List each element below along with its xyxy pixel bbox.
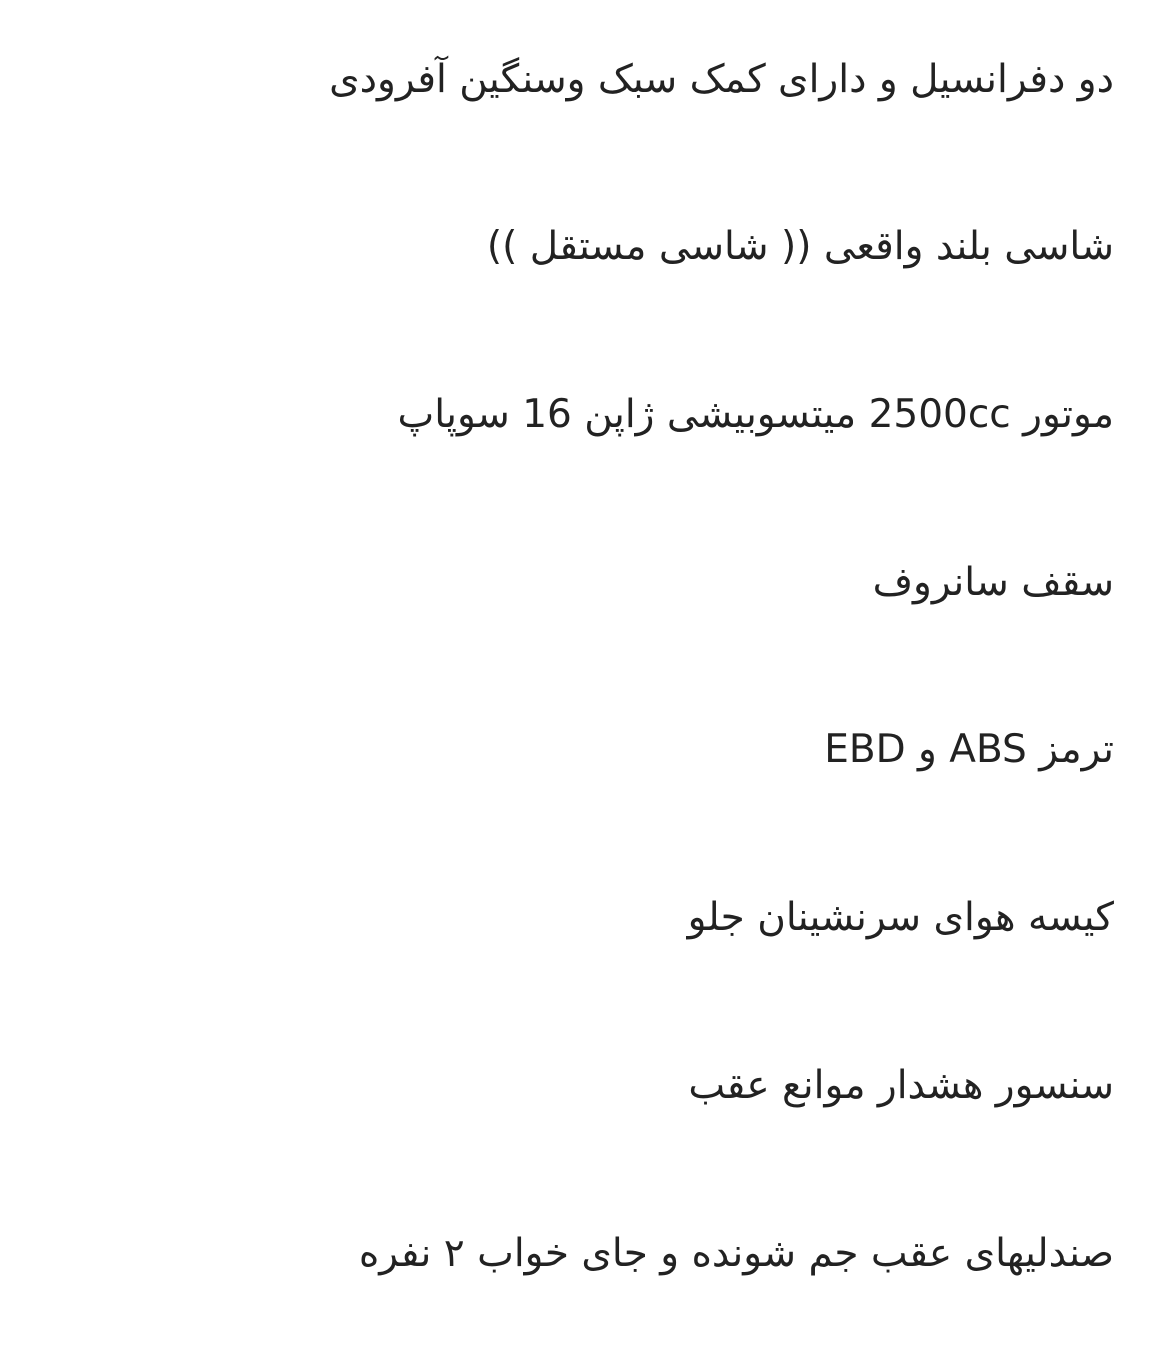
feature-item-brakes: ترمز ABS و EBD xyxy=(824,727,1114,772)
feature-item-sunroof: سقف سانروف xyxy=(872,560,1114,605)
feature-item-rear-seats: صندلیهای عقب جم شونده و جای خواب ۲ نفره xyxy=(358,1231,1114,1276)
feature-item-parking-sensor: سنسور هشدار موانع عقب xyxy=(688,1063,1114,1108)
feature-item-four-wheel-drive: دو دفرانسیل و دارای کمک سبک وسنگین آفرودی xyxy=(329,57,1114,102)
feature-item-engine: موتور 2500cc میتسوبیشی ژاپن 16 سوپاپ xyxy=(397,392,1114,437)
feature-item-airbags: کیسه هوای سرنشینان جلو xyxy=(687,895,1114,940)
feature-item-chassis: شاسی بلند واقعی (( شاسی مستقل )) xyxy=(486,224,1114,269)
